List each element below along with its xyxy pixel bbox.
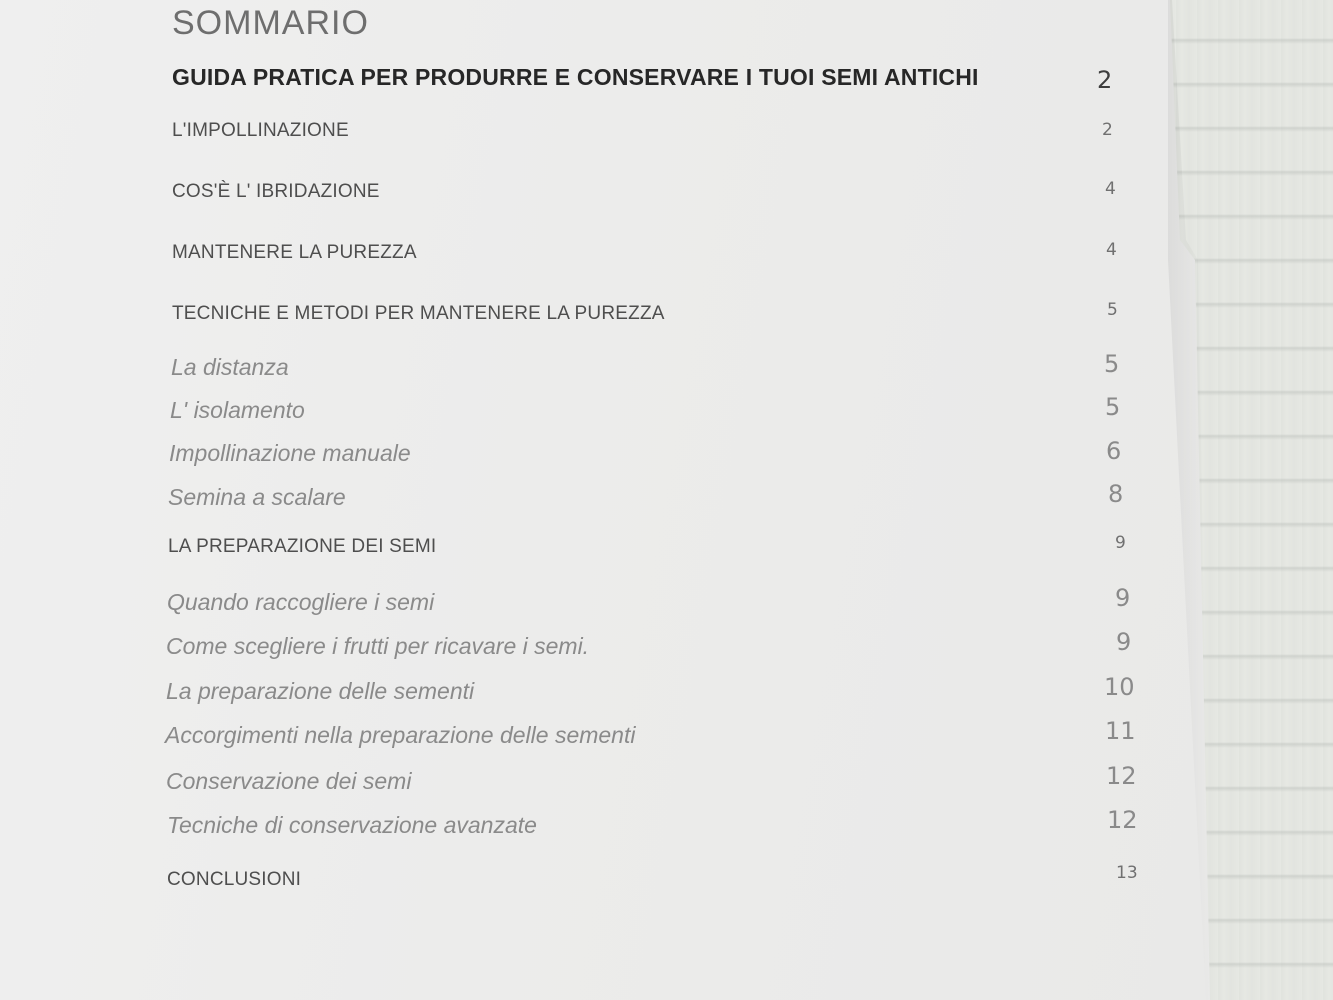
toc-entry-page: 2: [1102, 120, 1113, 140]
toc-entry-subsection: [0, 393, 1200, 433]
toc-entry-page: 9: [1115, 533, 1126, 553]
toc-entry-label: La distanza: [171, 354, 289, 380]
toc-entry-label: Tecniche di conservazione avanzate: [167, 812, 537, 838]
toc-entry-page: 10: [1104, 673, 1135, 701]
toc-entry-subsection: [0, 437, 1200, 477]
toc-entry-label: L'IMPOLLINAZIONE: [172, 120, 349, 141]
toc-entry-section: [0, 532, 1200, 572]
toc-entry-page: 13: [1116, 863, 1138, 883]
toc-entry-label: L' isolamento: [170, 397, 305, 423]
toc-entry-subsection: [0, 675, 1200, 715]
toc-entry-section: [0, 178, 1200, 218]
toc-entry-page: 4: [1106, 240, 1117, 260]
toc-entry-page: 6: [1106, 437, 1122, 465]
toc-entry-subsection: [0, 480, 1200, 520]
toc-entry-subsection: [0, 350, 1200, 390]
toc-entry-label: TECNICHE E METODI PER MANTENERE LA PUREZZA: [172, 303, 665, 324]
toc-entry-page: 9: [1115, 584, 1131, 612]
toc-entry-label: Conservazione dei semi: [166, 768, 412, 794]
toc-entry-label: LA PREPARAZIONE DEI SEMI: [168, 536, 437, 557]
toc-entry-subsection: [0, 806, 1200, 850]
toc-entry-page: 9: [1116, 628, 1132, 656]
toc-entry-main-heading: [0, 62, 1200, 102]
toc-entry-label: La preparazione delle sementi: [166, 678, 475, 704]
toc-entry-label: MANTENERE LA PUREZZA: [172, 242, 417, 263]
toc-entry-label: Quando raccogliere i semi: [167, 589, 435, 615]
toc-entry-subsection: [0, 630, 1200, 670]
toc-entry-page: 12: [1107, 806, 1138, 834]
toc-entry-page: 4: [1105, 179, 1116, 199]
toc-entry-page: 12: [1106, 762, 1137, 790]
toc-entry-page: 8: [1108, 480, 1124, 508]
toc-entry-section: [0, 298, 1200, 338]
toc-entry-subsection: [0, 585, 1200, 625]
toc-entry-label: Come scegliere i frutti per ricavare i semi.: [166, 633, 590, 659]
toc-entry-subsection: [0, 762, 1200, 805]
page-title: SOMMARIO: [172, 4, 369, 42]
toc-entry-label: Accorgimenti nella preparazione delle sementi: [165, 722, 636, 748]
toc-entry-label: CONCLUSIONI: [167, 869, 302, 890]
toc-entry-page: 11: [1105, 717, 1136, 745]
toc-entry-section: [0, 238, 1200, 278]
toc-entry-label: COS'È L' IBRIDAZIONE: [172, 181, 380, 202]
toc-entry-page: 2: [1097, 66, 1113, 94]
toc-entry-section: [0, 118, 1200, 158]
toc-entry-page: 5: [1104, 350, 1120, 378]
toc-entry-label: Semina a scalare: [168, 484, 346, 510]
toc-entry-page: 5: [1105, 393, 1121, 421]
toc-entry-label: GUIDA PRATICA PER PRODURRE E CONSERVARE I TUOI SEMI ANTICHI: [172, 64, 979, 90]
toc-entry-page: 5: [1107, 300, 1118, 320]
toc-entry-label: Impollinazione manuale: [169, 440, 411, 466]
toc-entry-subsection: [0, 717, 1200, 760]
toc-entry-section: [0, 863, 1200, 906]
